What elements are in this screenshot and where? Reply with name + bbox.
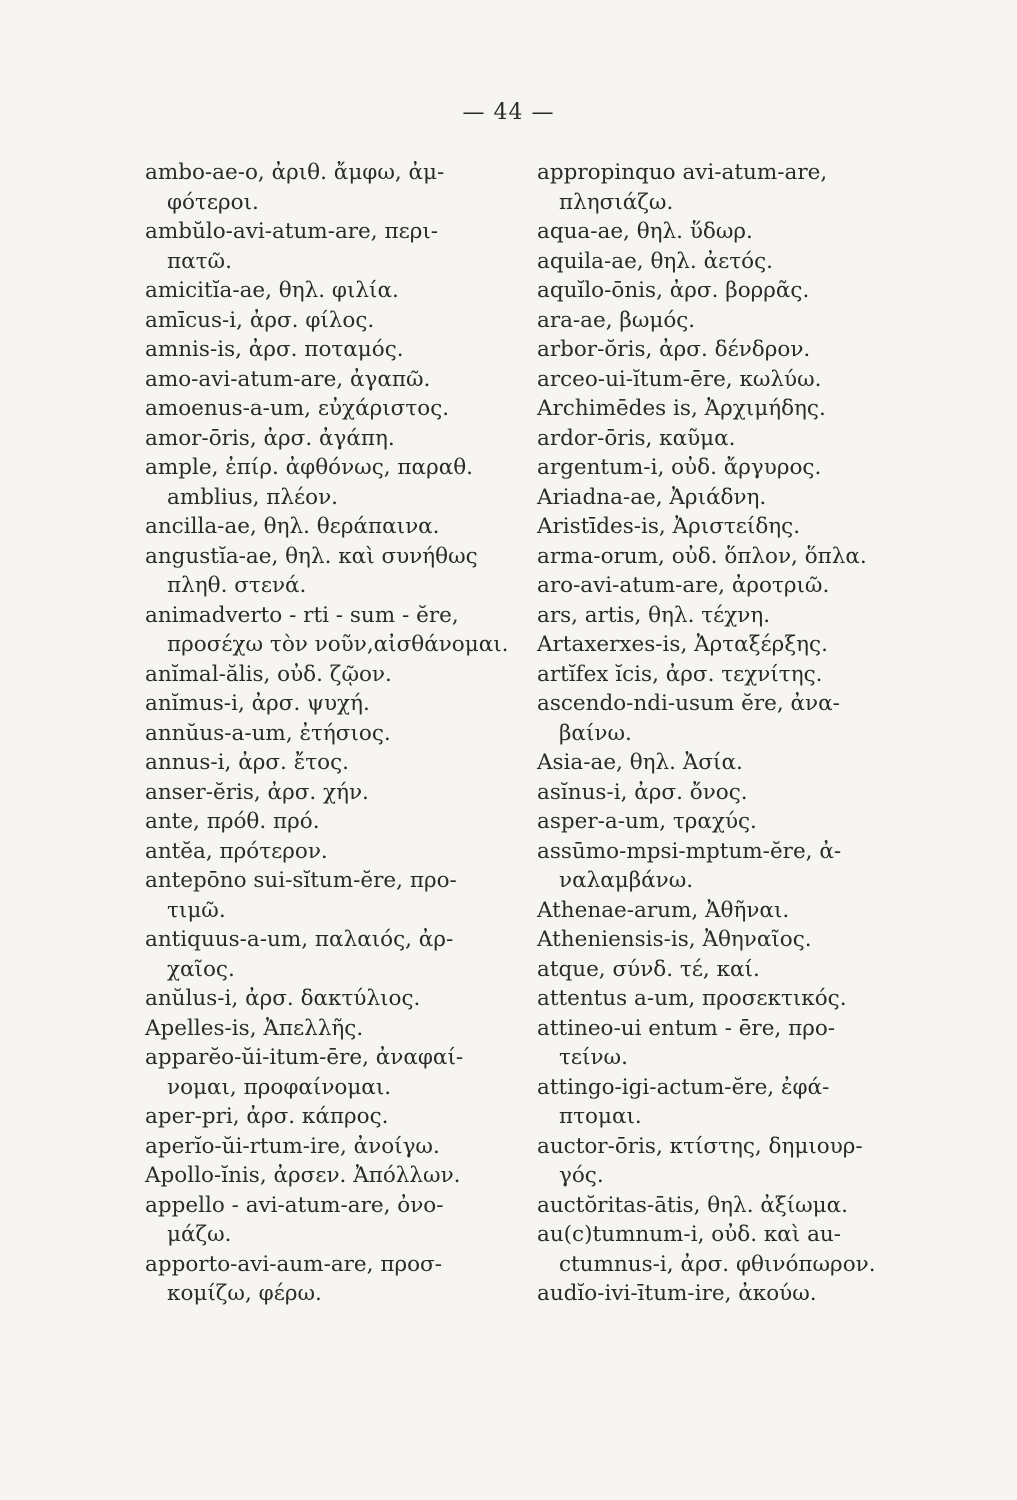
dictionary-entry-line: au(c)tumnum-i, οὐδ. καὶ au-: [537, 1222, 842, 1247]
entry-continuation-line: νομαι, προφαίνομαι.: [167, 1074, 392, 1100]
dictionary-entry-line: aquĭlo-ōnis, ἀρσ. βορρᾶς.: [537, 278, 810, 303]
dictionary-entry-line: aquila-ae, θηλ. ἀετός.: [537, 248, 773, 274]
dictionary-entry-line: Archimēdes is, Ἀρχιμήδης.: [537, 396, 826, 421]
entry-continuation-line: πατῶ.: [167, 248, 232, 274]
dictionary-entry-line: antepōno sui-sĭtum-ĕre, προ-: [145, 868, 457, 893]
entry-continuation-line: πτομαι.: [559, 1104, 642, 1129]
dictionary-entry-line: ante, πρόθ. πρό.: [145, 809, 320, 834]
entry-continuation-line: ναλαμβάνω.: [559, 868, 694, 893]
dictionary-entry-line: attineo-ui entum - ēre, προ-: [537, 1015, 836, 1041]
dictionary-entry-line: ancilla-ae, θηλ. θεράπαινα.: [145, 514, 440, 539]
dictionary-entry-line: apparĕo-ŭi-itum-ēre, ἀναφαί-: [145, 1045, 464, 1070]
entry-continuation-line: τιμῶ.: [167, 897, 226, 923]
dictionary-entry-line: animadverto - rti - sum - ĕre,: [145, 602, 459, 628]
dictionary-entry-line: ars, artis, θηλ. τέχνη.: [537, 602, 771, 628]
entry-continuation-line: χαῖος.: [167, 956, 235, 982]
dictionary-entry-line: annŭus-a-um, ἐτήσιος.: [145, 720, 391, 746]
dictionary-entry-line: annus-i, ἀρσ. ἔτος.: [145, 750, 349, 775]
dictionary-entry-line: audĭo-ivi-ītum-ire, ἀκούω.: [537, 1281, 817, 1306]
dictionary-entry-line: Apelles-is, Ἀπελλῆς.: [145, 1015, 364, 1041]
entry-continuation-line: προσέχω τὸν νοῦν,αἰσθάνομαι.: [167, 632, 509, 657]
dictionary-entry-line: anĭmus-i, ἀρσ. ψυχή.: [145, 691, 370, 716]
dictionary-entry-line: appello - avi-atum-are, ὀνο-: [145, 1192, 444, 1218]
entry-continuation-line: φότεροι.: [167, 189, 259, 215]
dictionary-entry-line: antĕa, πρότερον.: [145, 838, 328, 864]
dictionary-entry-line: asĭnus-i, ἀρσ. ὄνος.: [537, 779, 748, 805]
entry-continuation-line: amblius, πλέον.: [167, 484, 339, 510]
page-number: — 44 —: [462, 100, 555, 125]
dictionary-entry-line: asper-a-um, τραχύς.: [537, 809, 757, 834]
dictionary-entry-line: ascendo-ndi-usum ĕre, ἀνα-: [537, 691, 840, 716]
dictionary-entry-line: Athenae-arum, Ἀθῆναι.: [537, 897, 790, 923]
entry-continuation-line: πληθ. στενά.: [167, 573, 307, 598]
dictionary-entry-line: amicitĭa-ae, θηλ. φιλία.: [145, 278, 399, 303]
dictionary-column-right: [537, 158, 917, 1309]
dictionary-entry-line: Apollo-ĭnis, ἀρσεν. Ἀπόλλων.: [145, 1163, 461, 1188]
entry-continuation-line: ctumnus-i, ἀρσ. φθινόπωρον.: [559, 1251, 876, 1277]
dictionary-entry-line: Asia-ae, θηλ. Ἀσία.: [537, 750, 743, 775]
dictionary-entry-line: arceo-ui-ĭtum-ēre, κωλύω.: [537, 366, 822, 392]
dictionary-entry-line: ardor-ōris, καῦμα.: [537, 425, 736, 451]
dictionary-entry-line: ambo-ae-o, ἀριθ. ἄμφω, ἀμ-: [145, 160, 445, 185]
dictionary-entry-line: aper-pri, ἀρσ. κάπρος.: [145, 1104, 389, 1129]
dictionary-entry-line: apporto-avi-aum-are, προσ-: [145, 1251, 442, 1277]
dictionary-entry-line: amor-ōris, ἀρσ. ἀγάπη.: [145, 425, 395, 451]
dictionary-entry-line: aqua-ae, θηλ. ὕδωρ.: [537, 219, 753, 244]
entry-continuation-line: πλησιάζω.: [559, 189, 674, 215]
entry-continuation-line: βαίνω.: [559, 720, 632, 746]
dictionary-entry-line: Atheniensis-is, Ἀθηναῖος.: [537, 927, 812, 952]
dictionary-entry-line: appropinquo avi-atum-are,: [537, 160, 828, 185]
dictionary-entry-line: aperĭo-ŭi-rtum-ire, ἀνοίγω.: [145, 1133, 440, 1159]
dictionary-entry-line: anser-ĕris, ἀρσ. χήν.: [145, 779, 369, 805]
dictionary-entry-line: aro-avi-atum-are, ἀροτριῶ.: [537, 573, 830, 598]
dictionary-entry-line: arbor-ŏris, ἀρσ. δένδρον.: [537, 337, 811, 362]
dictionary-entry-line: attentus a-um, προσεκτικός.: [537, 986, 847, 1011]
dictionary-entry-line: auctor-ōris, κτίστης, δημιουρ-: [537, 1133, 863, 1159]
dictionary-entry-line: Aristīdes-is, Ἀριστείδης.: [537, 514, 801, 539]
dictionary-entry-line: antiquus-a-um, παλαιός, ἀρ-: [145, 927, 454, 952]
entry-continuation-line: μάζω.: [167, 1222, 232, 1247]
dictionary-entry-line: ample, ἐπίρ. ἀφθόνως, παραθ.: [145, 455, 474, 480]
entry-continuation-line: κομίζω, φέρω.: [167, 1281, 322, 1306]
dictionary-entry-line: Artaxerxes-is, Ἀρταξέρξης.: [537, 632, 828, 657]
dictionary-entry-line: amīcus-i, ἀρσ. φίλος.: [145, 307, 375, 333]
dictionary-entry-line: arma-orum, οὐδ. ὅπλον, ὅπλα.: [537, 543, 867, 569]
dictionary-entry-line: atque, σύνδ. τέ, καί.: [537, 956, 760, 982]
dictionary-column-left: [145, 158, 520, 1309]
dictionary-entry-line: angustĭa-ae, θηλ. καὶ συνήθως: [145, 543, 478, 569]
dictionary-entry-line: amoenus-a-um, εὐχάριστος.: [145, 396, 450, 421]
entry-continuation-line: γός.: [559, 1163, 604, 1188]
dictionary-entry-line: attingo-igi-actum-ĕre, ἐφά-: [537, 1074, 830, 1100]
dictionary-entry-line: Ariadna-ae, Ἀριάδνη.: [537, 484, 767, 510]
dictionary-entry-line: ara-ae, βωμός.: [537, 307, 696, 333]
dictionary-entry-line: anŭlus-i, ἀρσ. δακτύλιος.: [145, 986, 421, 1011]
dictionary-entry-line: argentum-i, οὐδ. ἄργυρος.: [537, 455, 822, 480]
entry-continuation-line: τείνω.: [559, 1045, 628, 1070]
dictionary-entry-line: assūmo-mpsi-mptum-ĕre, ἀ-: [537, 838, 842, 864]
dictionary-entry-line: amo-avi-atum-are, ἀγαπῶ.: [145, 366, 431, 392]
dictionary-entry-line: auctŏritas-ātis, θηλ. ἀξίωμα.: [537, 1192, 849, 1218]
dictionary-entry-line: artĭfex ĭcis, ἀρσ. τεχνίτης.: [537, 661, 823, 687]
dictionary-entry-line: amnis-is, ἀρσ. ποταμός.: [145, 337, 404, 362]
dictionary-entry-line: anĭmal-ălis, οὐδ. ζῷον.: [145, 661, 392, 687]
dictionary-entry-line: ambŭlo-avi-atum-are, περι-: [145, 219, 439, 244]
